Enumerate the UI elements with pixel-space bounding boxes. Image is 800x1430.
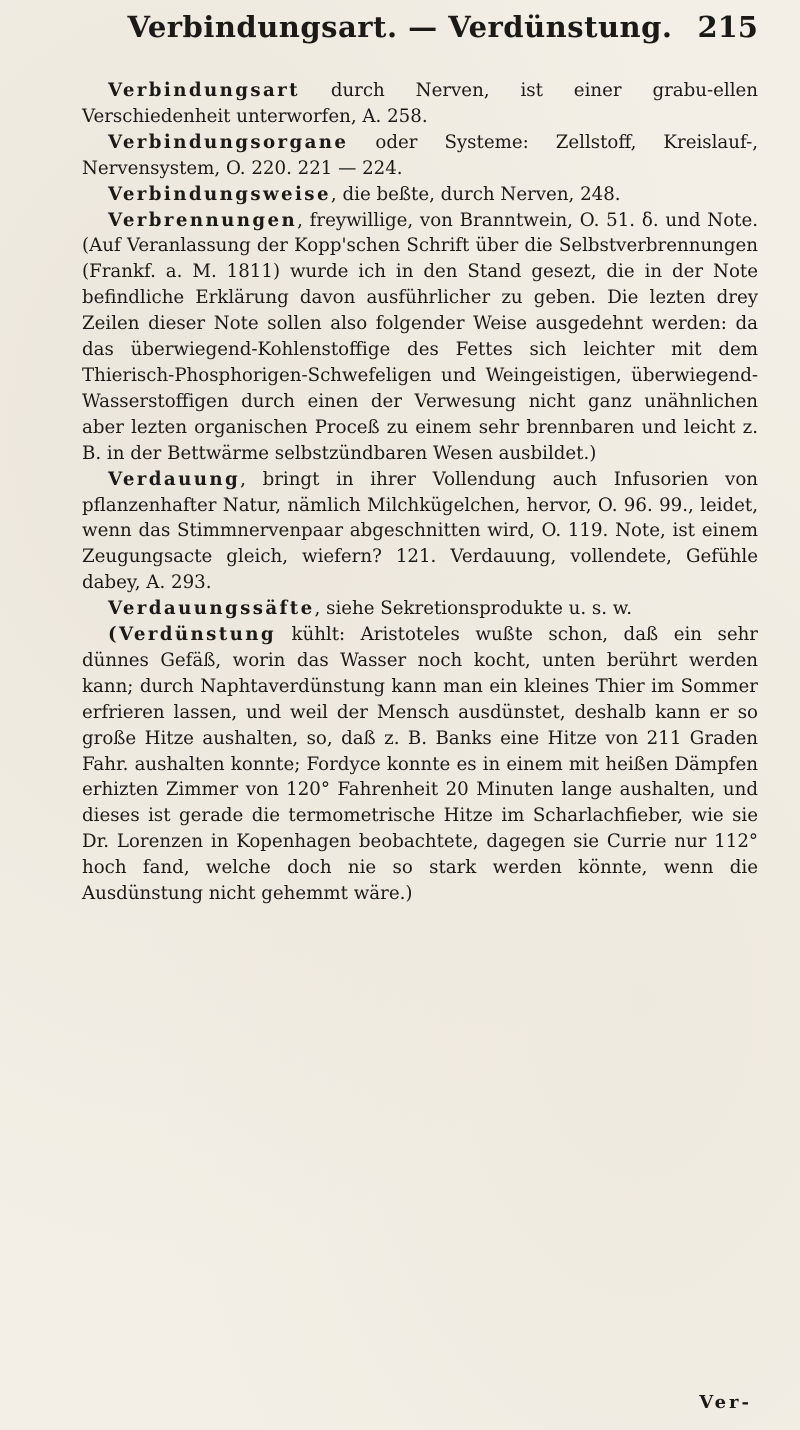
index-entry [82,596,758,622]
entry-headword: Verdauung [108,468,241,490]
entry-text: oder Systeme: Zellstoff, Kreislauf-, Nervensystem, O. 220. 221 — 224. [82,131,758,179]
entry-text: , die beßte, durch Nerven, 248. [330,183,621,205]
index-entry-note [82,622,758,907]
entry-headword: Verdauungssäfte [108,598,315,620]
entry-text: , freywillige, von Branntwein, O. 51. δ. und Note. (Auf Veranlassung der Kopp'schen Schrift über die Selbstverbrennungen (Frankf. a. M. 1811) wurde ich in den Stand gesezt, die in der Note befindliche Erklärung davon ausführlicher zu geben. Die lezten drey Zeilen dieser Note sollen also folgender Weise ausgedehnt werden: da das überwiegend-Kohlenstoffige des Fettes sich leichter mit dem Thierisch-Phosphorigen-Schwefeligen und Weingeistigen, überwiegend-Wasserstoffigen durch einen der Verwesung nicht ganz unähnlichen aber lezten organischen Proceß zu einem sehr brennbaren und leicht z. B. in der Bettwärme selbstzündbaren Wesen ausbildet.) [82,209,758,464]
catchword: Ver- [699,1392,752,1413]
entry-text: , bringt in ihrer Vollendung auch Infusorien von pflanzenhafter Natur, nämlich Milchkügelchen, hervor, O. 96. 99., leidet, wenn das Stimmnervenpaar abgeschnitten wird, O. 119. Note, ist einem Zeugungsacte gleich, wiefern? 121. Verdauung, vollendete, Gefühle dabey, A. 293. [82,468,758,594]
index-entry [82,182,758,208]
entry-headword: Verbrennungen [108,209,298,231]
entry-headword: Verbindungsorgane [108,131,349,153]
running-header [40,10,760,58]
entry-text: durch Nerven, ist einer grabu-ellen Verschiedenheit unterworfen, A. 258. [82,80,758,127]
header-title: Verbindungsart. — Verdünstung. [127,10,673,44]
entry-text: , siehe Sekretionsprodukte u. s. w. [314,598,632,620]
page-number: 215 [697,10,758,44]
entry-headword: Verbindungsart [108,80,300,101]
entry-text: kühlt: Aristoteles wußte schon, daß ein sehr dünnes Gefäß, worin das Wasser noch kocht, unten berührt werden kann; durch Naphtaverdünstung kann man ein kleines Thier im Sommer erfrieren lassen, und weil der Mensch ausdünstet, deshalb kann er so große Hitze aushalten, so, daß z. B. Banks eine Hitze von 211 Graden Fahr. aushalten konnte; Fordyce konnte es in einem mit heißen Dämpfen erhizten Zimmer von 120° Fahrenheit 20 Minuten lange aushalten, und dieses ist gerade die termometrische Hitze im Scharlachfieber, wie sie Dr. Lorenzen in Kopenhagen beobachtete, dagegen sie Currie nur 112° hoch fand, welche doch nie so stark werden könnte, wenn die Ausdünstung nicht gehemmt wäre.) [82,624,758,905]
entry-headword: Verbindungsweise [108,183,331,205]
index-entry [82,467,758,597]
index-body [82,78,758,907]
index-entry [82,208,758,467]
index-entry [82,78,758,130]
index-entry [82,130,758,182]
entry-headword: (Verdünstung [108,624,276,646]
